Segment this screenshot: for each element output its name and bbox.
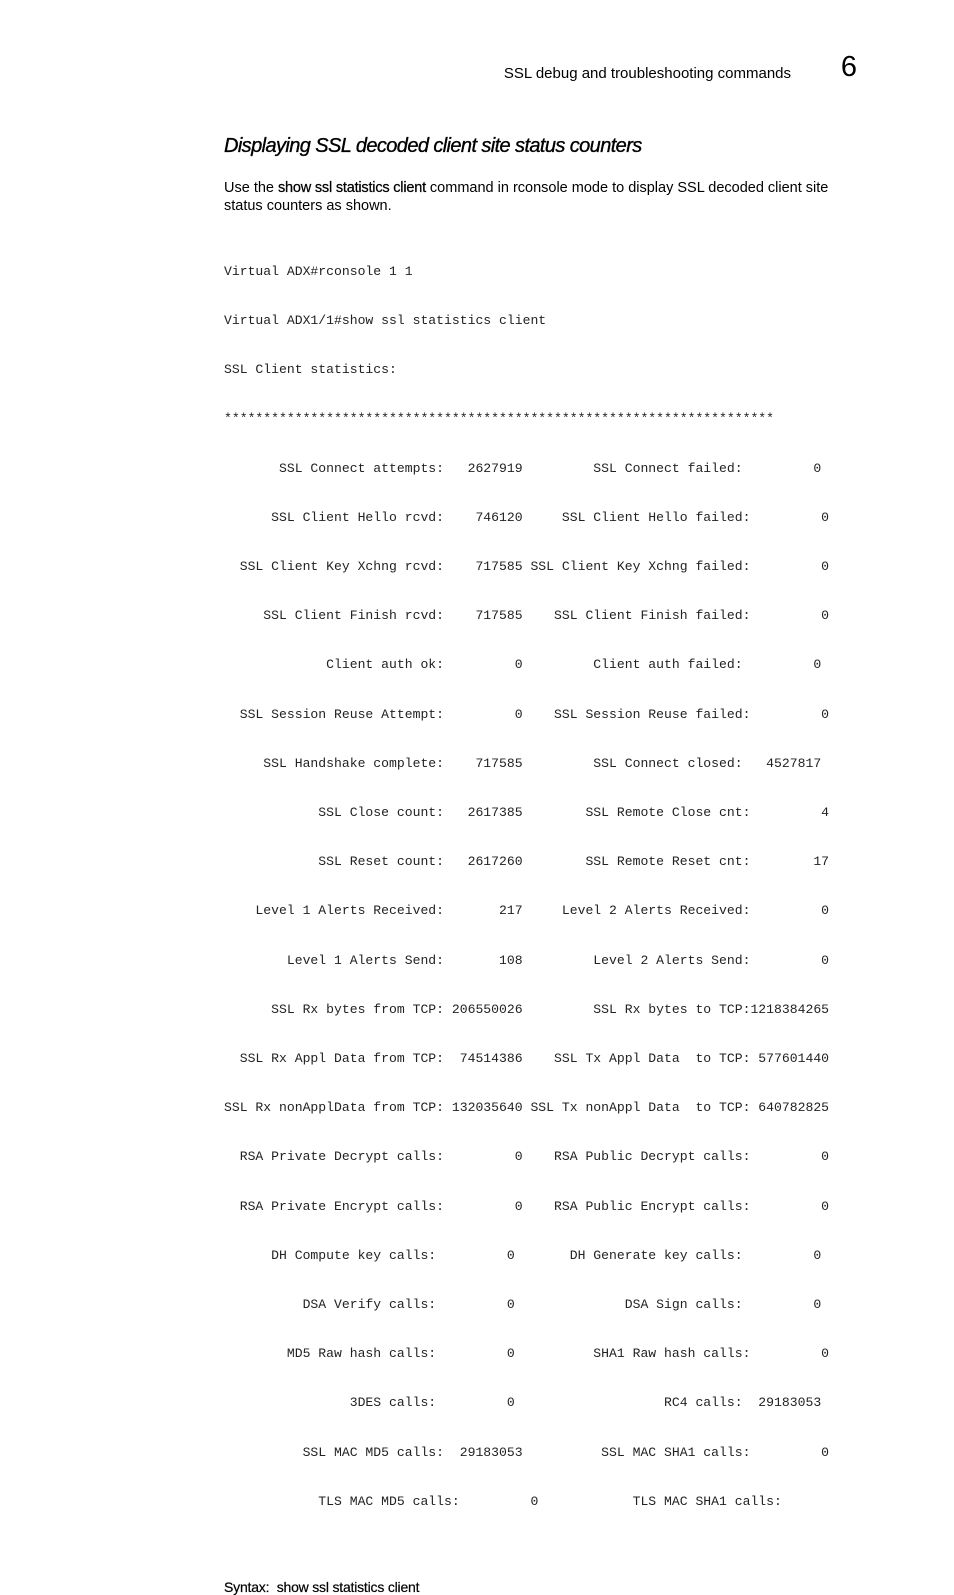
cli-line: SSL Client Key Xchng rcvd: 717585 SSL Client Key Xchng failed: 0 — [224, 559, 830, 575]
cli-line: RSA Private Decrypt calls: 0 RSA Public Decrypt calls: 0 — [224, 1149, 830, 1165]
cli-line: SSL Rx Appl Data from TCP: 74514386 SSL Tx Appl Data to TCP: 577601440 — [224, 1051, 830, 1067]
running-header — [0, 0, 954, 100]
intro-text-after: command in rconsole mode to display SSL decoded client site status counters as shown. — [224, 180, 829, 214]
cli-line: SSL Connect attempts: 2627919 SSL Connect failed: 0 — [224, 460, 822, 476]
cli-line: SSL Rx bytes from TCP: 206550026 SSL Rx bytes to TCP:1218384265 — [224, 1001, 830, 1017]
intro-paragraph — [224, 179, 854, 215]
syntax-label: Syntax: — [224, 1579, 270, 1595]
cli-output-block — [224, 231, 854, 1543]
cli-line: SSL Close count: 2617385 SSL Remote Close cnt: 4 — [224, 805, 830, 821]
intro-text-before: Use the — [224, 180, 278, 196]
cli-line: RSA Private Encrypt calls: 0 RSA Public Encrypt calls: 0 — [224, 1198, 830, 1214]
cli-line: Level 1 Alerts Received: 217 Level 2 Alerts Received: 0 — [224, 903, 830, 919]
running-header-section-name: SSL debug and troubleshooting commands — [503, 65, 791, 82]
cli-line: SSL Client statistics: — [224, 362, 397, 378]
cli-line: SSL MAC MD5 calls: 29183053 SSL MAC SHA1 calls: 0 — [224, 1444, 830, 1460]
cli-line: ********************************************************************** — [224, 411, 775, 427]
cli-line: Virtual ADX1/1#show ssl statistics client — [224, 313, 547, 329]
cli-line: SSL Client Hello rcvd: 746120 SSL Client Hello failed: 0 — [224, 509, 830, 525]
cli-line: DSA Verify calls: 0 DSA Sign calls: 0 — [224, 1297, 822, 1313]
cli-line: SSL Session Reuse Attempt: 0 SSL Session Reuse failed: 0 — [224, 706, 830, 722]
section-title: Displaying SSL decoded client site status counters — [224, 135, 642, 157]
chapter-number: 6 — [840, 51, 857, 83]
page-content — [224, 132, 854, 1595]
cli-line: SSL Client Finish rcvd: 717585 SSL Client Finish failed: 0 — [224, 608, 830, 624]
cli-line: 3DES calls: 0 RC4 calls: 29183053 — [224, 1395, 822, 1411]
cli-line: TLS MAC MD5 calls: 0 TLS MAC SHA1 calls: — [224, 1493, 782, 1509]
cli-line: SSL Rx nonApplData from TCP: 132035640 SSL Tx nonAppl Data to TCP: 640782825 — [224, 1100, 830, 1116]
cli-line: SSL Reset count: 2617260 SSL Remote Reset cnt: 17 — [224, 854, 830, 870]
cli-line: SSL Handshake complete: 717585 SSL Connect closed: 4527817 — [224, 755, 822, 771]
cli-line: MD5 Raw hash calls: 0 SHA1 Raw hash calls: 0 — [224, 1346, 830, 1362]
cli-line: DH Compute key calls: 0 DH Generate key calls: 0 — [224, 1247, 822, 1263]
cli-line: Virtual ADX#rconsole 1 1 — [224, 263, 413, 279]
syntax-command: show ssl statistics client — [276, 1579, 420, 1595]
cli-line: Client auth ok: 0 Client auth failed: 0 — [224, 657, 822, 673]
syntax-line — [224, 1579, 854, 1595]
intro-command: show ssl statistics client — [278, 180, 426, 196]
cli-line: Level 1 Alerts Send: 108 Level 2 Alerts Send: 0 — [224, 952, 830, 968]
